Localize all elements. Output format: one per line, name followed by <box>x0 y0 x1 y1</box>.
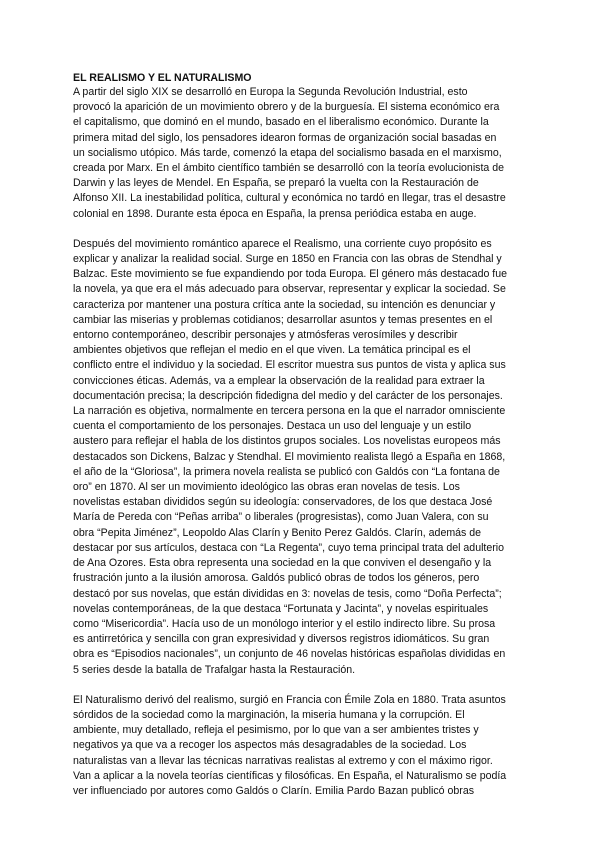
text-line: Darwin y las leyes de Mendel. En España, se preparó la vuelta con la Restauración de <box>73 177 479 190</box>
text-line: sórdidos de la sociedad como la marginación, la miseria humana y la corrupción. El <box>73 708 465 721</box>
text-line: A partir del siglo XIX se desarrolló en Europa la Segunda Revolución Industrial, esto <box>73 86 468 98</box>
text-line: El Naturalismo derivó del realismo, surgió en Francia con Émile Zola en 1880. Trata asuntos <box>73 693 506 706</box>
text-line: destacó por sus novelas, que están divididas en 3: novelas de tesis, como “Doña Perfecta”; <box>73 587 502 600</box>
text-line: el capitalismo, que dominó en el mundo, basado en el liberalismo económico. Durante la <box>73 116 489 129</box>
text-line: como “Misericordia”. Hacía uso de un monólogo interior y el estilo indirecto libre. Su prosa <box>73 617 496 630</box>
text-line: negativos ya que va a recoger los aspectos más desagradables de la sociedad. Los <box>73 739 467 752</box>
text-line: ambientes objetivos que reflejan el medio en el que viven. La temática principal es el <box>73 344 471 357</box>
text-line: naturalistas van a llevar las técnicas narrativas realistas al extremo y con el máximo rigor. <box>73 754 493 767</box>
document-title: EL REALISMO Y EL NATURALISMO <box>73 72 252 84</box>
text-line: explicar y analizar la realidad social. Surge en 1850 en Francia con las obras de Stendhal y <box>73 253 502 266</box>
text-line: provocó la aparición de un movimiento obrero y de la burguesía. El sistema económico era <box>73 101 500 114</box>
text-line: entorno contemporáneo, describir personajes y atmósferas verosímiles y describir <box>73 329 458 342</box>
text-line: documentación precisa; la descripción fidedigna del medio y del carácter de los personajes. <box>73 389 503 402</box>
text-line: La narración es objetiva, normalmente en tercera persona en la que el narrador omnisciente <box>73 405 506 418</box>
text-line: oro” en 1870. Al ser un movimiento ideológico las obras eran novelas de tesis. Los <box>73 481 460 494</box>
text-line: conflicto entre el individuo y la sociedad. El escritor muestra sus puntos de vista y aplica sus <box>73 359 506 372</box>
paragraph-spacer <box>73 678 535 693</box>
text-line: ver influenciado por autores como Galdós o Clarín. Emilia Pardo Bazan publicó obras <box>73 784 475 797</box>
text-line: Balzac. Este movimiento se fue expandiendo por toda Europa. El género más destacado fue <box>73 268 508 281</box>
text-line: la novela, ya que era el más adecuado para observar, representar y explicar la sociedad. Se <box>73 283 506 296</box>
text-line: creada por Marx. En el ámbito científico también se desarrolló con la teoría evolucionista de <box>73 162 505 175</box>
text-line: destacar por sus artículos, destaca con “La Regenta”, cuyo tema principal trata del adulterio <box>73 541 505 554</box>
text-line: el año de la “Gloriosa”, la primera novela realista se publicó con Galdós con “La fontana de <box>73 465 500 478</box>
text-line: es antirretórica y sencilla con gran expresividad y diversos registros idiomáticos. Su gran <box>73 633 490 646</box>
text-line: cambiar las miserias y problemas cotidianos; desarrollar asuntos y temas presentes en el <box>73 313 493 326</box>
text-line: colonial en 1898. Durante esta época en España, la prensa periódica estaba en auge. <box>73 207 477 220</box>
text-line: novelas contemporáneas, de la que destaca “Fortunata y Jacinta”, y novelas espirituales <box>73 602 489 615</box>
text-line: obra “Pepita Jiménez”, Leopoldo Alas Clarín y Benito Perez Galdós. Clarín, además de <box>73 526 482 539</box>
document-body <box>73 72 535 799</box>
text-line: un socialismo utópico. Más tarde, comenzó la etapa del socialismo basada en el marxismo, <box>73 146 502 159</box>
text-line: ambiente, muy detallado, refleja el pesimismo, por lo que van a ser ambientes tristes y <box>73 724 479 737</box>
text-line: cuenta el comportamiento de los personajes. Destaca un uso del lenguaje y un estilo <box>73 420 472 433</box>
text-line: Van a aplicar a la novela teorías científicas y filosóficas. En España, el Naturalismo se podía <box>73 769 507 782</box>
paragraph-context <box>73 85 535 222</box>
text-line: frustración junto a la ilusión amorosa. Galdós publicó obras de todos los géneros, pero <box>73 572 480 585</box>
text-line: novelistas estaban divididos según su ideología: conservadores, de los que destaca José <box>73 496 493 509</box>
text-line: 5 series desde la batalla de Trafalgar hasta la Restauración. <box>73 663 356 676</box>
text-line: primera mitad del siglo, los pensadores idearon formas de organización social basadas en <box>73 131 497 144</box>
paragraph-naturalismo <box>73 693 535 799</box>
paragraph-spacer <box>73 222 535 237</box>
text-line: convicciones éticas. Además, va a emplear la observación de la realidad para extraer la <box>73 374 485 387</box>
text-line: destacados son Dickens, Balzac y Stendhal. El movimiento realista llegó a España en 1868, <box>73 450 506 463</box>
text-line: de Ana Ozores. Esta obra representa una sociedad en la que conviven el desengaño y la <box>73 557 492 570</box>
text-line: Alfonso XII. La inestabilidad política, cultural y económica no tardó en llegar, tras el desastre <box>73 192 506 205</box>
text-line: María de Pereda con “Peñas arriba” o liberales (progresistas), como Juan Valera, con su <box>73 511 489 524</box>
text-line: austero para reflejar el habla de los distintos grupos sociales. Los novelistas europeos más <box>73 435 501 448</box>
paragraph-realismo <box>73 237 535 678</box>
text-line: obra es “Episodios nacionales”, un conjunto de 46 novelas históricas españolas divididas en <box>73 648 506 661</box>
text-line: Después del movimiento romántico aparece el Realismo, una corriente cuyo propósito es <box>73 237 492 250</box>
text-line: caracteriza por mantener una postura crítica ante la sociedad, su intención es denunciar y <box>73 298 496 311</box>
